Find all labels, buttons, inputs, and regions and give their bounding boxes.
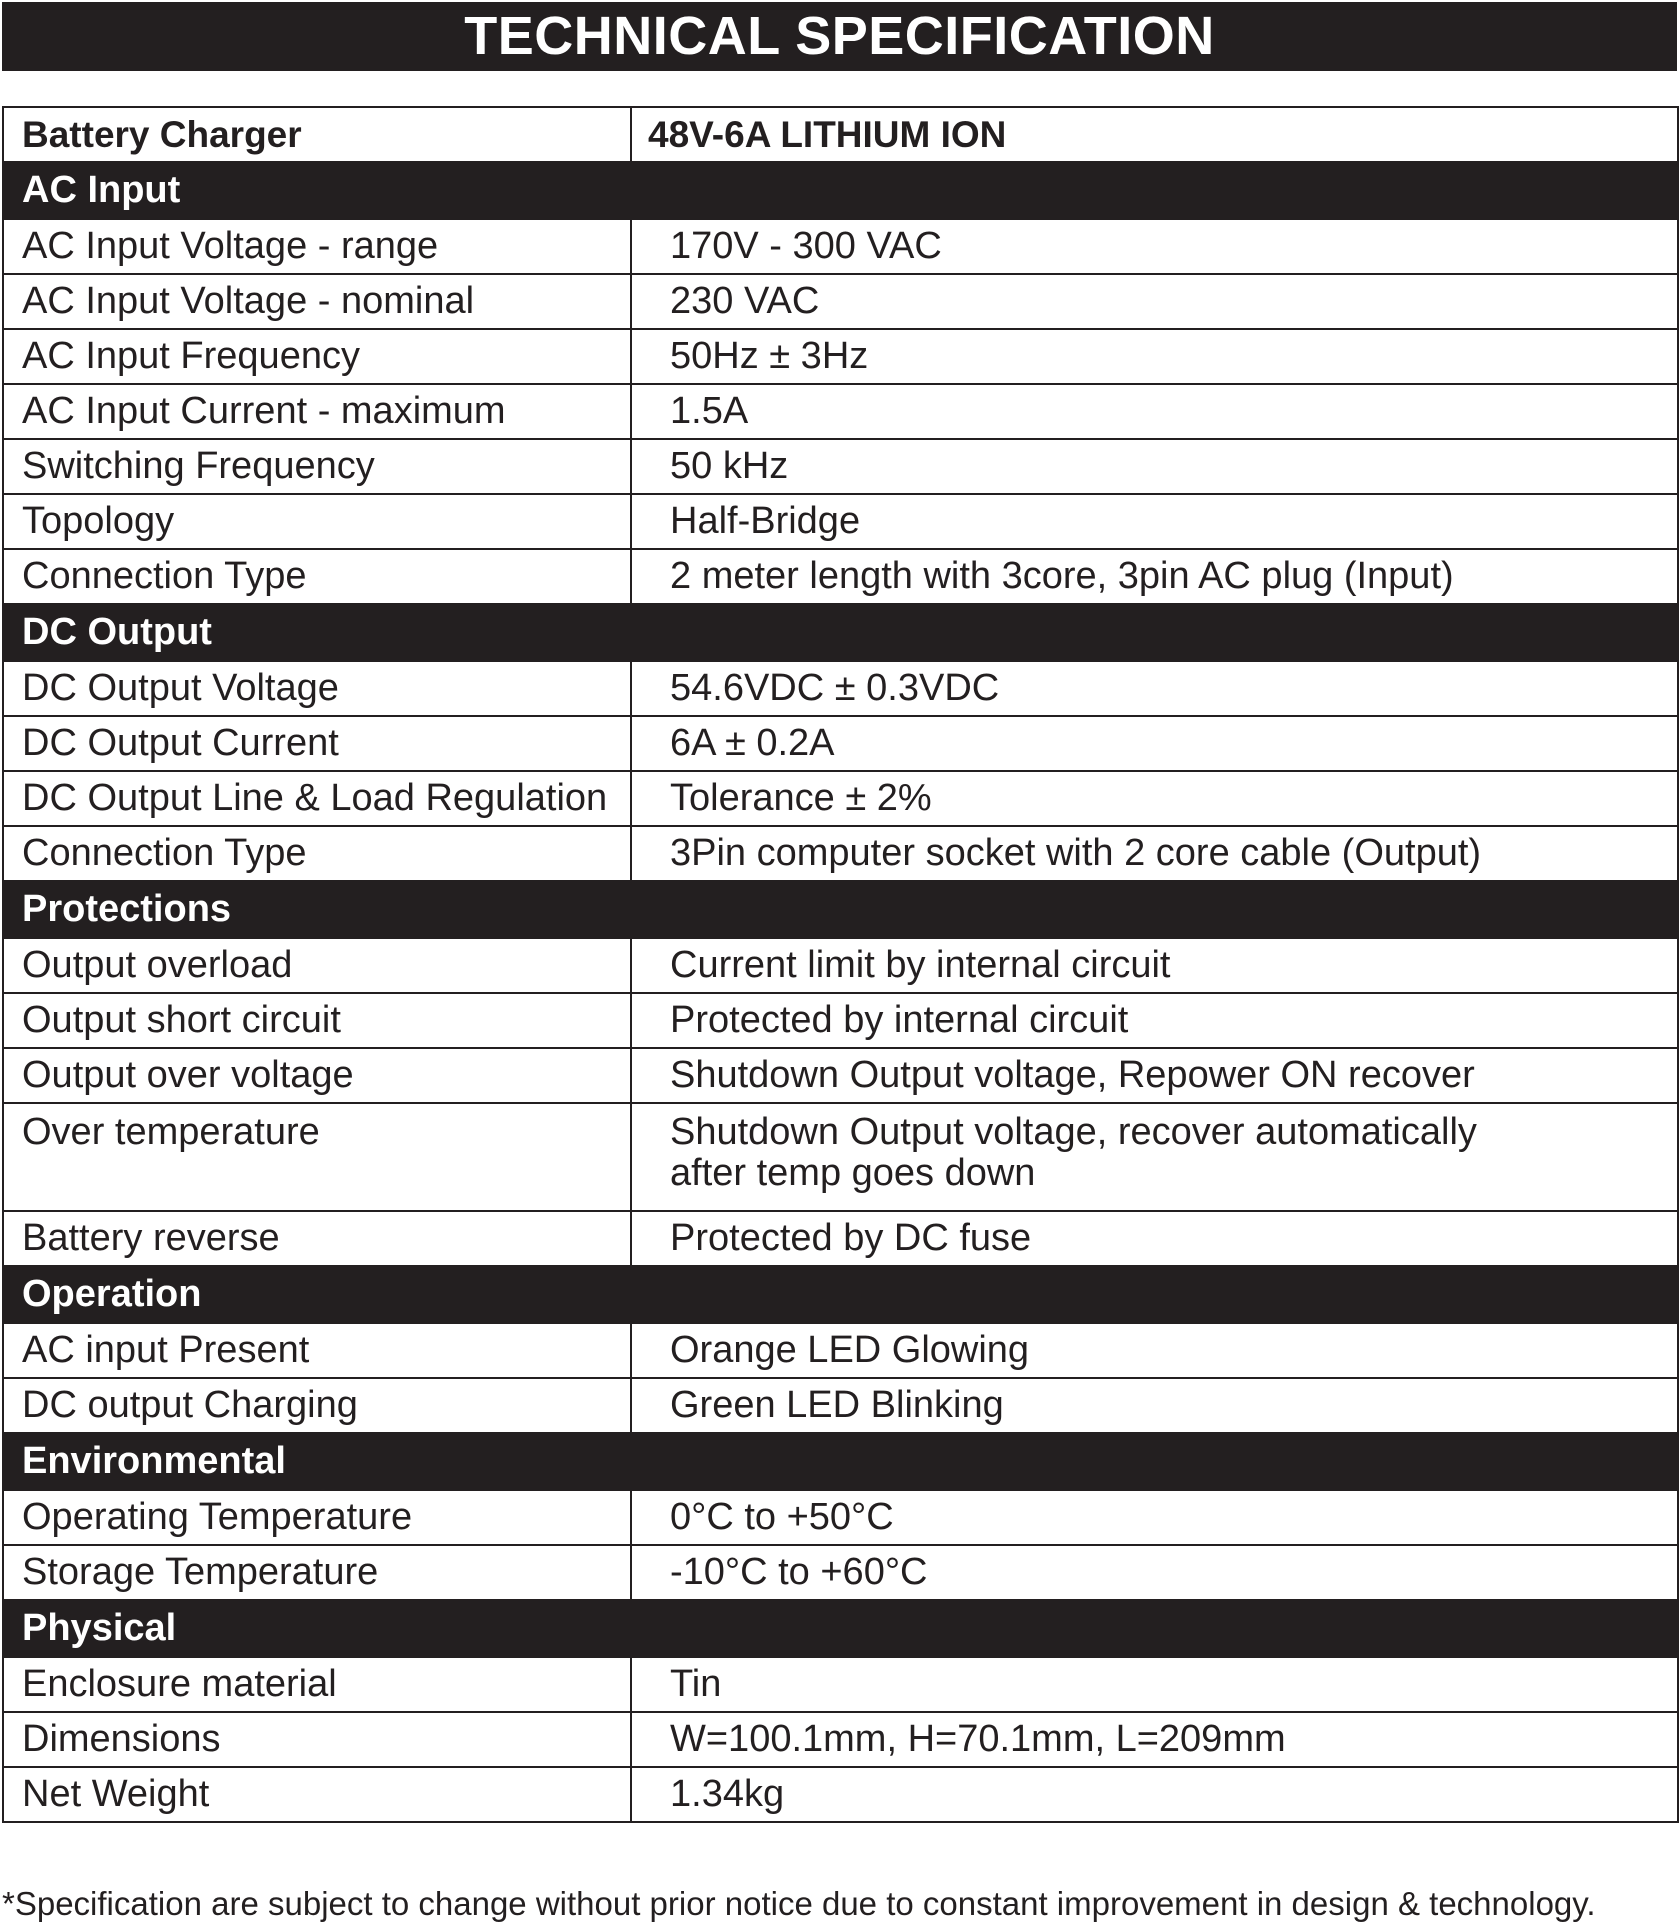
table-row <box>3 329 1678 384</box>
table-row <box>3 716 1678 771</box>
section-header-operation <box>3 1266 1678 1323</box>
spec-value: W=100.1mm, H=70.1mm, L=209mm <box>631 1712 1678 1767</box>
spec-label: Battery reverse <box>3 1211 631 1266</box>
section-title: Environmental <box>3 1433 1678 1490</box>
spec-value: Shutdown Output voltage, Repower ON recover <box>631 1048 1678 1103</box>
spec-value: 1.34kg <box>631 1767 1678 1822</box>
table-row <box>3 384 1678 439</box>
table-row <box>3 274 1678 329</box>
spec-label: Dimensions <box>3 1712 631 1767</box>
spec-value: Green LED Blinking <box>631 1378 1678 1433</box>
table-row <box>3 549 1678 604</box>
spec-label: Operating Temperature <box>3 1490 631 1545</box>
spec-label: Switching Frequency <box>3 439 631 494</box>
section-title: Operation <box>3 1266 1678 1323</box>
section-title: Protections <box>3 881 1678 938</box>
table-row <box>3 661 1678 716</box>
table-row <box>3 993 1678 1048</box>
spec-value: 54.6VDC ± 0.3VDC <box>631 661 1678 716</box>
spec-label: AC input Present <box>3 1323 631 1378</box>
spec-value: -10°C to +60°C <box>631 1545 1678 1600</box>
product-row <box>3 107 1678 162</box>
spec-value: 170V - 300 VAC <box>631 219 1678 274</box>
spec-label: AC Input Frequency <box>3 329 631 384</box>
table-row <box>3 1211 1678 1266</box>
spec-value: 3Pin computer socket with 2 core cable (Output) <box>631 826 1678 881</box>
spec-label: Storage Temperature <box>3 1545 631 1600</box>
table-row <box>3 771 1678 826</box>
spec-label: Net Weight <box>3 1767 631 1822</box>
table-row <box>3 1323 1678 1378</box>
spec-value: 1.5A <box>631 384 1678 439</box>
spec-value: Tolerance ± 2% <box>631 771 1678 826</box>
spec-label: DC Output Current <box>3 716 631 771</box>
spec-label: AC Input Current - maximum <box>3 384 631 439</box>
table-row <box>3 826 1678 881</box>
spec-value: Tin <box>631 1657 1678 1712</box>
section-header-environmental <box>3 1433 1678 1490</box>
spec-value: Shutdown Output voltage, recover automatically after temp goes down <box>631 1103 1678 1211</box>
spec-label: Output overload <box>3 938 631 993</box>
table-row <box>3 1378 1678 1433</box>
product-label: Battery Charger <box>3 107 631 162</box>
section-title: DC Output <box>3 604 1678 661</box>
spec-label: Output short circuit <box>3 993 631 1048</box>
table-row <box>3 1490 1678 1545</box>
spec-label: AC Input Voltage - range <box>3 219 631 274</box>
table-row <box>3 1545 1678 1600</box>
table-row <box>3 1657 1678 1712</box>
spec-value: Half-Bridge <box>631 494 1678 549</box>
section-title: Physical <box>3 1600 1678 1657</box>
spec-value: 0°C to +50°C <box>631 1490 1678 1545</box>
spec-value: Orange LED Glowing <box>631 1323 1678 1378</box>
spec-label: DC Output Voltage <box>3 661 631 716</box>
section-header-physical <box>3 1600 1678 1657</box>
spec-label: Connection Type <box>3 826 631 881</box>
spec-label: AC Input Voltage - nominal <box>3 274 631 329</box>
spec-value: Current limit by internal circuit <box>631 938 1678 993</box>
footnote: *Specification are subject to change without prior notice due to constant improvement in design & technology. <box>2 1885 1596 1922</box>
spec-value: 50 kHz <box>631 439 1678 494</box>
section-header-dc-output <box>3 604 1678 661</box>
section-header-ac-input <box>3 162 1678 219</box>
table-row <box>3 219 1678 274</box>
section-header-protections <box>3 881 1678 938</box>
spec-label: Output over voltage <box>3 1048 631 1103</box>
table-row <box>3 439 1678 494</box>
table-row <box>3 1712 1678 1767</box>
spec-label: Connection Type <box>3 549 631 604</box>
spec-value: 6A ± 0.2A <box>631 716 1678 771</box>
spec-label: Over temperature <box>3 1103 631 1211</box>
page-title: TECHNICAL SPECIFICATION <box>2 2 1677 71</box>
table-row <box>3 1103 1678 1211</box>
spec-value: 2 meter length with 3core, 3pin AC plug (Input) <box>631 549 1678 604</box>
spec-value: 50Hz ± 3Hz <box>631 329 1678 384</box>
spec-label: Topology <box>3 494 631 549</box>
spec-value: 230 VAC <box>631 274 1678 329</box>
table-row <box>3 938 1678 993</box>
section-title: AC Input <box>3 162 1678 219</box>
spec-value: Protected by DC fuse <box>631 1211 1678 1266</box>
spec-label: DC output Charging <box>3 1378 631 1433</box>
spec-label: Enclosure material <box>3 1657 631 1712</box>
product-value: 48V-6A LITHIUM ION <box>631 107 1678 162</box>
table-row <box>3 1767 1678 1822</box>
table-row <box>3 1048 1678 1103</box>
spec-label: DC Output Line & Load Regulation <box>3 771 631 826</box>
table-row <box>3 494 1678 549</box>
spec-table <box>2 106 1679 1823</box>
spec-value: Protected by internal circuit <box>631 993 1678 1048</box>
